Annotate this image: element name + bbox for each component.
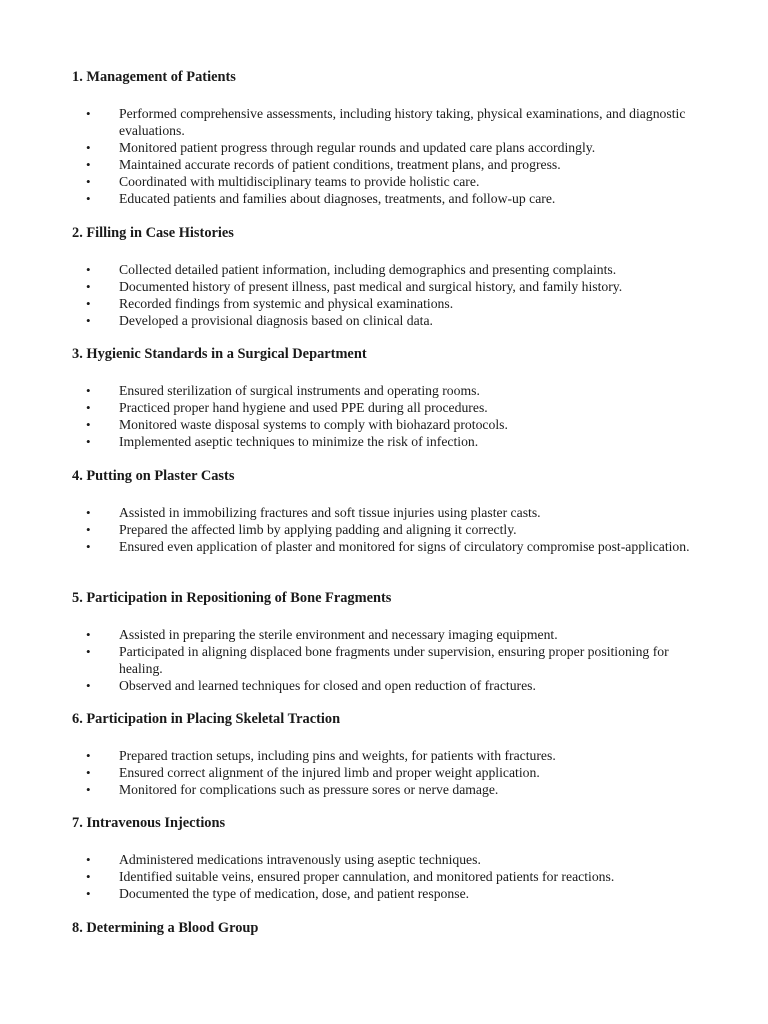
bullet-list xyxy=(0,261,768,329)
bullet-icon: • xyxy=(86,627,91,642)
bullet-icon: • xyxy=(86,140,91,155)
list-item-text: Collected detailed patient information, including demographics and presenting complaints. xyxy=(119,262,617,277)
section-heading: 8. Determining a Blood Group xyxy=(72,920,259,936)
list-item-text: Ensured correct alignment of the injured limb and proper weight application. xyxy=(119,765,540,780)
bullet-icon: • xyxy=(86,279,91,294)
list-item-text: Identified suitable veins, ensured proper cannulation, and monitored patients for reactions. xyxy=(119,869,615,884)
bullet-icon: • xyxy=(86,886,91,901)
list-item-text: Coordinated with multidisciplinary teams to provide holistic care. xyxy=(119,174,480,189)
section-heading: 5. Participation in Repositioning of Bone Fragments xyxy=(72,590,392,606)
list-item xyxy=(0,295,699,312)
list-item xyxy=(0,764,699,781)
bullet-icon: • xyxy=(86,522,91,537)
list-item-text: Monitored waste disposal systems to comply with biohazard protocols. xyxy=(119,417,508,432)
list-item xyxy=(0,433,699,450)
bullet-list xyxy=(0,747,768,798)
list-item-text: Monitored for complications such as pressure sores or nerve damage. xyxy=(119,782,499,797)
list-item xyxy=(0,190,699,207)
bullet-icon: • xyxy=(86,434,91,449)
bullet-icon: • xyxy=(86,678,91,693)
list-item xyxy=(0,538,699,555)
section-heading: 4. Putting on Plaster Casts xyxy=(72,468,235,484)
bullet-icon: • xyxy=(86,400,91,415)
list-item-text: Documented history of present illness, past medical and surgical history, and family history. xyxy=(119,279,623,294)
list-item-text: Educated patients and families about diagnoses, treatments, and follow-up care. xyxy=(119,191,556,206)
bullet-list xyxy=(0,504,768,555)
bullet-icon: • xyxy=(86,765,91,780)
list-item xyxy=(0,173,699,190)
bullet-icon: • xyxy=(86,106,91,121)
list-item xyxy=(0,382,699,399)
bullet-icon: • xyxy=(86,191,91,206)
list-item-text: Participated in aligning displaced bone fragments under supervision, ensuring proper positioning for healing. xyxy=(119,644,669,676)
section-heading: 3. Hygienic Standards in a Surgical Department xyxy=(72,346,367,362)
section-heading: 1. Management of Patients xyxy=(72,69,236,85)
section-heading: 2. Filling in Case Histories xyxy=(72,225,234,241)
list-item xyxy=(0,261,699,278)
bullet-list xyxy=(0,105,768,207)
list-item xyxy=(0,868,699,885)
bullet-icon: • xyxy=(86,296,91,311)
bullet-icon: • xyxy=(86,869,91,884)
list-item-text: Developed a provisional diagnosis based on clinical data. xyxy=(119,313,433,328)
list-item-text: Assisted in preparing the sterile environment and necessary imaging equipment. xyxy=(119,627,558,642)
list-item-text: Prepared the affected limb by applying padding and aligning it correctly. xyxy=(119,522,517,537)
list-item xyxy=(0,885,699,902)
bullet-icon: • xyxy=(86,644,91,659)
list-item-text: Maintained accurate records of patient conditions, treatment plans, and progress. xyxy=(119,157,561,172)
list-item xyxy=(0,677,699,694)
list-item xyxy=(0,643,699,677)
list-item-text: Implemented aseptic techniques to minimize the risk of infection. xyxy=(119,434,479,449)
list-item-text: Assisted in immobilizing fractures and soft tissue injuries using plaster casts. xyxy=(119,505,541,520)
section-heading: 6. Participation in Placing Skeletal Traction xyxy=(72,711,341,727)
bullet-icon: • xyxy=(86,782,91,797)
list-item-text: Ensured sterilization of surgical instruments and operating rooms. xyxy=(119,383,480,398)
list-item-text: Performed comprehensive assessments, including history taking, physical examinations, and diagnostic evaluations. xyxy=(119,106,686,138)
bullet-icon: • xyxy=(86,505,91,520)
list-item xyxy=(0,139,699,156)
list-item xyxy=(0,278,699,295)
list-item-text: Monitored patient progress through regular rounds and updated care plans accordingly. xyxy=(119,140,596,155)
bullet-list xyxy=(0,851,768,902)
bullet-list xyxy=(0,382,768,450)
bullet-icon: • xyxy=(86,383,91,398)
list-item-text: Administered medications intravenously using aseptic techniques. xyxy=(119,852,481,867)
bullet-list xyxy=(0,626,768,694)
bullet-icon: • xyxy=(86,417,91,432)
list-item xyxy=(0,416,699,433)
list-item xyxy=(0,504,699,521)
list-item xyxy=(0,626,699,643)
bullet-icon: • xyxy=(86,313,91,328)
list-item xyxy=(0,521,699,538)
list-item-text: Ensured even application of plaster and monitored for signs of circulatory compromise post-application. xyxy=(119,539,690,554)
bullet-icon: • xyxy=(86,539,91,554)
list-item xyxy=(0,851,699,868)
list-item-text: Observed and learned techniques for closed and open reduction of fractures. xyxy=(119,678,536,693)
bullet-icon: • xyxy=(86,852,91,867)
list-item xyxy=(0,156,699,173)
list-item xyxy=(0,105,699,139)
list-item xyxy=(0,747,699,764)
list-item-text: Practiced proper hand hygiene and used PPE during all procedures. xyxy=(119,400,488,415)
list-item xyxy=(0,312,699,329)
bullet-icon: • xyxy=(86,174,91,189)
list-item xyxy=(0,399,699,416)
section-heading: 7. Intravenous Injections xyxy=(72,815,226,831)
list-item-text: Documented the type of medication, dose, and patient response. xyxy=(119,886,470,901)
list-item-text: Recorded findings from systemic and physical examinations. xyxy=(119,296,454,311)
list-item xyxy=(0,781,699,798)
list-item-text: Prepared traction setups, including pins and weights, for patients with fractures. xyxy=(119,748,556,763)
bullet-icon: • xyxy=(86,262,91,277)
bullet-icon: • xyxy=(86,748,91,763)
bullet-icon: • xyxy=(86,157,91,172)
